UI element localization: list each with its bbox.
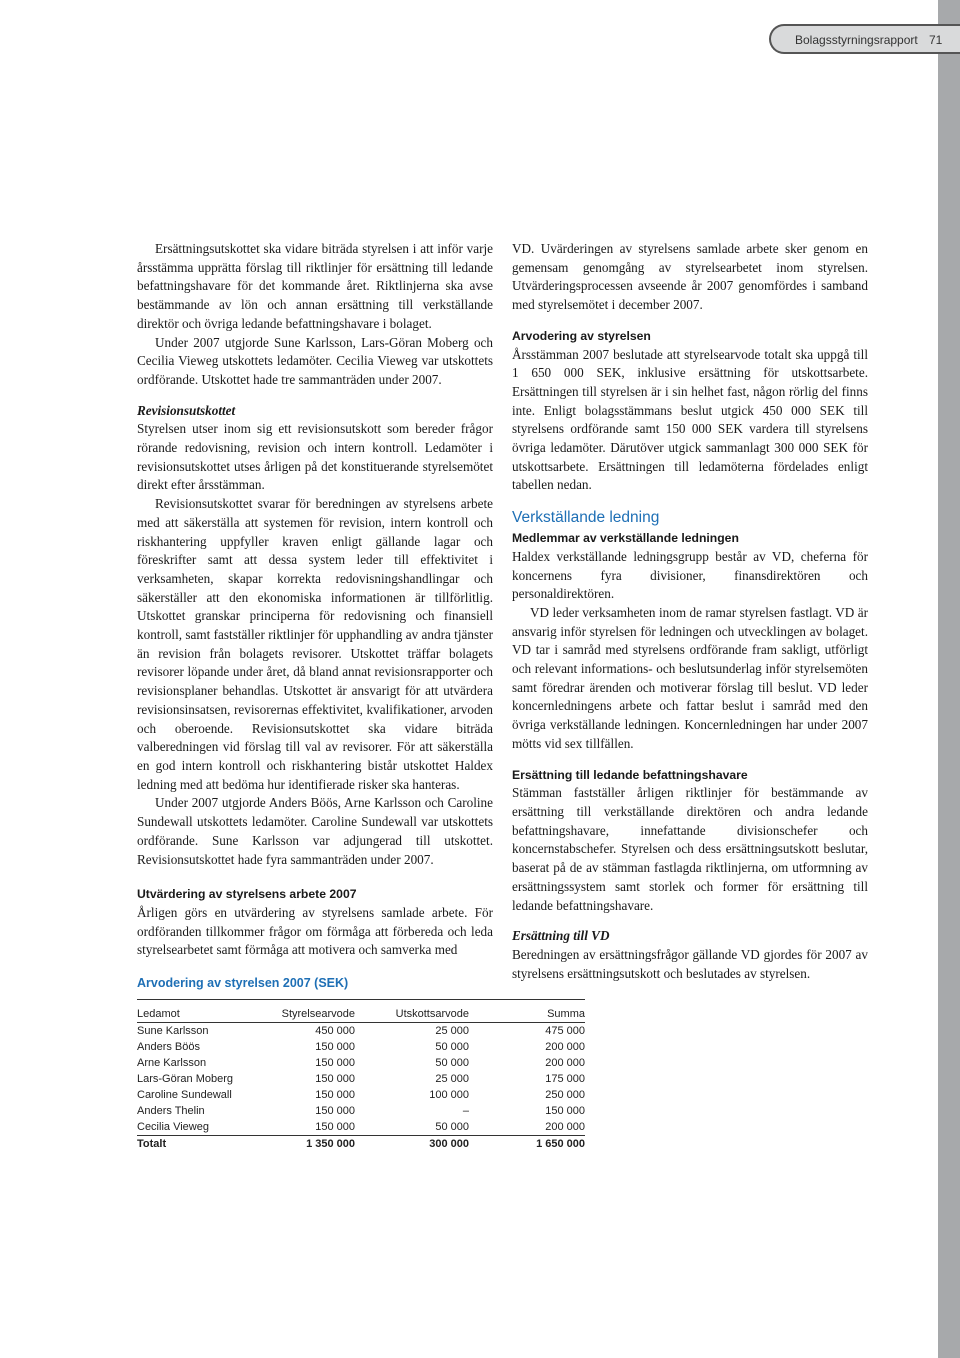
table-cell: 50 000 bbox=[355, 1119, 469, 1136]
table-row bbox=[137, 1023, 585, 1040]
table-cell: Anders Thelin bbox=[137, 1105, 205, 1117]
table-row bbox=[137, 1039, 585, 1055]
remuneration-table bbox=[137, 1000, 585, 1152]
table-cell: 150 000 bbox=[315, 1041, 355, 1053]
paragraph: Årsstämman 2007 beslutade att styrelsearvode totalt ska uppgå till 1 650 000 SEK, inklusive ersättning för utskottsarbete. Ersättningen till styrelsen är i sin helhet fast, någon rörlig del finns inte. Enligt bolagsstämmans beslut utgick 450 000 SEK till styrelsens ordförande samt 150 000 SEK vardera till styrelsens övriga ledamöter. Därutöver utgick sammanlagt 300 000 SEK för utskottsarbete. Ersättningen till ledamöterna fördelades enligt tabellen nedan. bbox=[512, 346, 868, 493]
paragraph: Stämman fastställer årligen riktlinjer för bestämmande av ersättning till verkställande direktören och andra ledande befattningshavare, innefattande divisionschefer och koncernstabschefer. Styrelsen och dess ersättningsutskott beslutar, baserat på de av stämman fastlagda riktlinjerna, om utformning av ersättningssystem samt storlek och former för ersättning till ledande befattningshavare. bbox=[512, 785, 868, 913]
table-cell: Sune Karlsson bbox=[137, 1025, 209, 1037]
table-cell: Lars-Göran Moberg bbox=[137, 1073, 233, 1085]
paragraph: Ersättningsutskottet ska vidare biträda styrelsen i att inför varje årsstämma upprätta förslag till riktlinjer för ersättning till ledande befattningshavare för det kommande året. Riktlinjerna ska avse bestämmande av lön och annan ersättning till verkställande direktör och övriga ledande befattningshavare i bolaget. bbox=[137, 241, 493, 331]
paragraph: Revisionsutskottet svarar för beredningen av styrelsens arbete med att säkerställa att systemen för revision, intern kontroll och riskhantering uppfyller kraven enligt gällande lagar och föreskrifter samt att dessa system leder till effektivitet i verksamheten, skapar korrekta redovisningshandlingar och säkerställer att den ekonomiska informationen är tillförlitlig. Utskottet granskar principerna för redovisning och finansiell kontroll, samt fastställer riktlinjer för upphandling av andra tjänster än revision från bolagets revisorer. Utskottet träffar bolagets revisorer löpande under året, då bland annat revisionsrapporter och revisionsplaner behandlas. Utskottet är ansvarigt för att utvärdera revisionsinsatsen, revisorernas effektivitet, kvalifikationer, arvoden och oberoende. Revisionsutskottet ska vidare biträda valberedningen vid förslag till val av revisorer. För att säkerställa en god intern kontroll och riskhantering bistår utskottet Haldex ledning med att bedöma hur identifierade risker ska hanteras. bbox=[137, 496, 493, 792]
subheading-ersattning: Ersättning till ledande befattningshavare bbox=[512, 767, 748, 782]
left-column bbox=[137, 240, 493, 960]
subheading-medlemmar: Medlemmar av verkställande ledningen bbox=[512, 531, 739, 546]
table-cell: 25 000 bbox=[435, 1073, 469, 1085]
table-cell: Cecilia Vieweg bbox=[137, 1119, 267, 1136]
table-cell: 300 000 bbox=[429, 1138, 469, 1150]
table-cell: 150 000 bbox=[315, 1073, 355, 1085]
table-cell: 25 000 bbox=[435, 1025, 469, 1037]
paragraph: Haldex verkställande ledningsgrupp består av VD, cheferna för koncernens fyra divisioner, finansdirektören och personaldirektören. bbox=[512, 548, 868, 602]
section-heading-revisionsutskottet: Revisionsutskottet bbox=[137, 402, 236, 418]
table-cell: 450 000 bbox=[315, 1025, 355, 1037]
paragraph: VD. Uvärderingen av styrelsens samlade arbete sker genom en gemensam genomgång av styrelsearbetet inom styrelsen. Utvärderingsprocessen avseende år 2007 genomfördes i samband med styrelsemötet i december 2007. bbox=[512, 241, 868, 313]
right-column bbox=[512, 240, 868, 983]
subheading-ersattning-vd: Ersättning till VD bbox=[512, 928, 610, 944]
section-heading-arvodering: Arvodering av styrelsen bbox=[512, 328, 651, 343]
table-row bbox=[137, 1119, 585, 1136]
table-cell: Caroline Sundewall bbox=[137, 1089, 232, 1101]
column-header: Ledamot bbox=[137, 1000, 267, 1023]
table-row bbox=[137, 1103, 585, 1119]
column-header: Styrelsearvode bbox=[267, 1000, 355, 1023]
table-cell: 200 000 bbox=[545, 1057, 585, 1069]
table-cell: 1 350 000 bbox=[306, 1138, 355, 1150]
table-cell: 1 650 000 bbox=[536, 1138, 585, 1150]
table-cell: 100 000 bbox=[429, 1089, 469, 1101]
section-heading-verkstallande-ledning: Verkställande ledning bbox=[512, 509, 660, 527]
table-cell: 150 000 bbox=[545, 1105, 585, 1117]
page-number: 71 bbox=[929, 33, 943, 47]
table-row bbox=[137, 1087, 585, 1103]
paragraph: Styrelsen utser inom sig ett revisionsutskott som bereder frågor rörande redovisning, revision och intern kontroll. Ledamöter i revisionsutskottet utses årligen på det konstituerande styrelsemötet direkt efter årsstämman. bbox=[137, 421, 493, 493]
table-title: Arvodering av styrelsen 2007 (SEK) bbox=[137, 976, 349, 990]
table-cell: 50 000 bbox=[435, 1041, 469, 1053]
page-edge-bar bbox=[938, 0, 960, 1358]
table-cell: Anders Böös bbox=[137, 1041, 200, 1053]
table-cell: 475 000 bbox=[545, 1025, 585, 1037]
paragraph: Beredningen av ersättningsfrågor gällande VD gjordes för 2007 av styrelsens ersättningsutskott och beslutades av styrelsen. bbox=[512, 946, 868, 981]
column-header: Summa bbox=[469, 1000, 585, 1023]
paragraph: VD leder verksamheten inom de ramar styrelsen fastlagt. VD är ansvarig inför styrelsen för ledningen och utvecklingen av bolaget. VD tar i samråd med styrelsens ordförande fram sakligt, utförligt och relevant informations- och beslutsunderlag inför styrelsemöten samt föredrar ärenden och motiverar förslag till beslut. VD leder koncernledningens arbete och fattar beslut i samråd med den övriga verkställande ledningen. Koncernledningen har under 2007 mötts vid sex tillfällen. bbox=[512, 604, 868, 751]
table-cell: 200 000 bbox=[469, 1119, 585, 1136]
section-heading-utvardering: Utvärdering av styrelsens arbete 2007 bbox=[137, 887, 357, 902]
table-cell: 150 000 bbox=[315, 1057, 355, 1069]
paragraph: Under 2007 utgjorde Anders Böös, Arne Karlsson och Caroline Sundewall utskottets ledamöter. Caroline Sundewall var utskottets ordförande. Sune Karlsson var adjungerad till utskottet. Revisionsutskottet hade fyra sammanträden under 2007. bbox=[137, 795, 493, 867]
paragraph: Under 2007 utgjorde Sune Karlsson, Lars-Göran Moberg och Cecilia Vieweg utskottets ledamöter. Cecilia Vieweg var utskottets ordförande. Utskottet hade tre sammanträden under 2007. bbox=[137, 334, 493, 387]
running-header bbox=[769, 24, 960, 54]
table-cell: 50 000 bbox=[435, 1057, 469, 1069]
table-cell: 150 000 bbox=[315, 1105, 355, 1117]
table-cell: Arne Karlsson bbox=[137, 1057, 207, 1069]
table-cell: 175 000 bbox=[545, 1073, 585, 1085]
table-cell: 150 000 bbox=[315, 1089, 355, 1101]
table-cell: – bbox=[462, 1105, 469, 1117]
table-cell: 250 000 bbox=[545, 1089, 585, 1101]
table-header-row bbox=[137, 1000, 585, 1023]
table-total-row bbox=[137, 1136, 585, 1153]
header-title: Bolagsstyrningsrapport bbox=[795, 33, 918, 47]
paragraph: Årligen görs en utvärdering av styrelsens samlade arbete. För ordföranden tillkommer frågor om förmåga att förbereda och leda styrelsearbetet samt förmåga att motivera och samverka med bbox=[137, 904, 493, 958]
column-header: Utskottsarvode bbox=[355, 1000, 469, 1023]
table-cell: Totalt bbox=[137, 1138, 167, 1150]
table-row bbox=[137, 1055, 585, 1071]
table-cell: 200 000 bbox=[545, 1041, 585, 1053]
table-row bbox=[137, 1071, 585, 1087]
remuneration-table-block bbox=[137, 976, 585, 1152]
table-cell: 150 000 bbox=[267, 1119, 355, 1136]
